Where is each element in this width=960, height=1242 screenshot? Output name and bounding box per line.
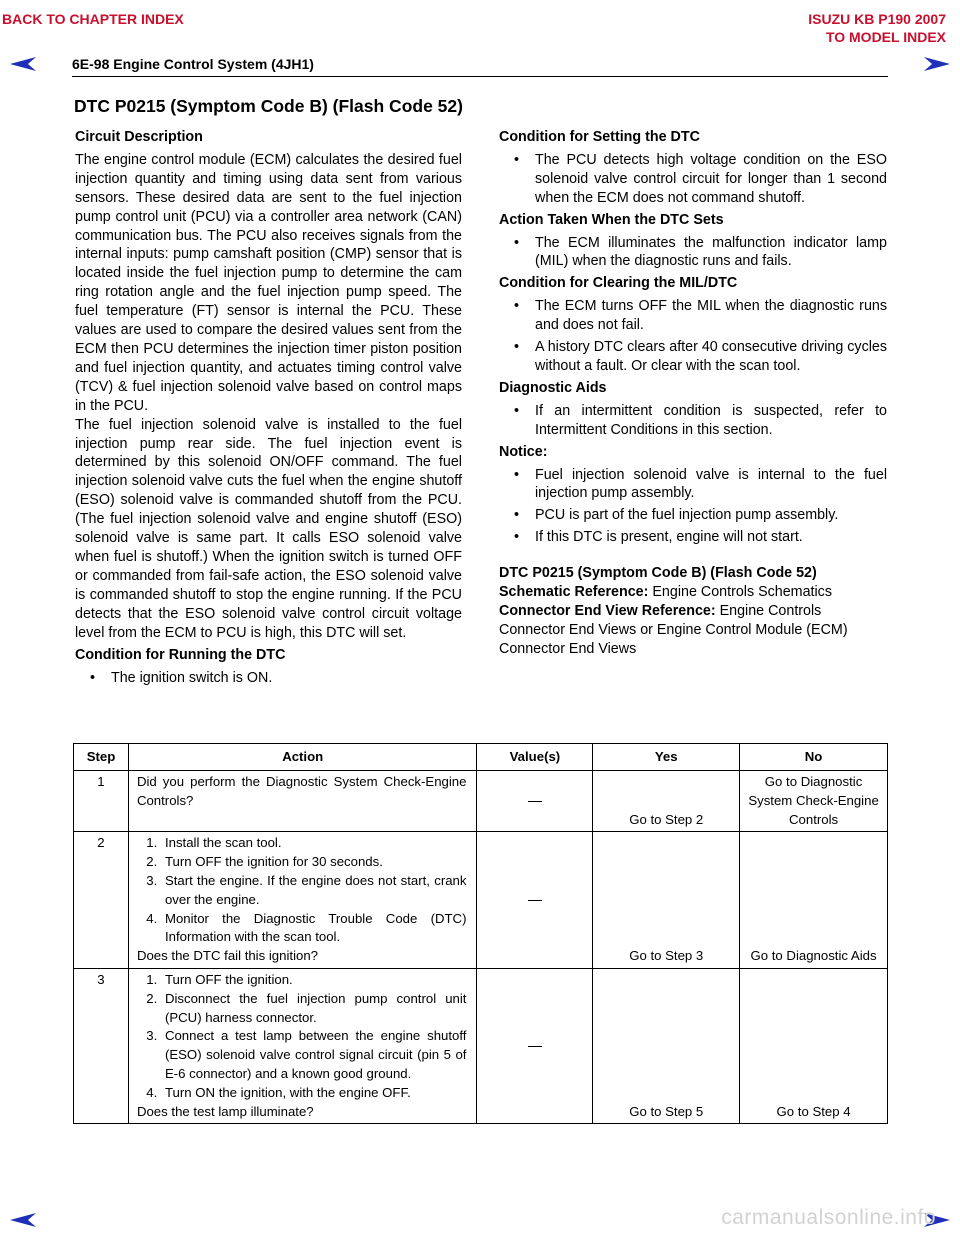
empty-value-dash — [528, 1046, 542, 1047]
action-steps-list — [137, 971, 467, 1103]
list-item: • If an intermittent condition is suspected, refer to Intermittent Conditions in this section. — [499, 402, 887, 440]
values-column-header: Value(s) — [477, 744, 593, 771]
list-item: 1. Turn OFF the ignition. — [161, 971, 467, 990]
circuit-description-paragraph-2: The fuel injection solenoid valve is installed to the fuel injection pump rear side. The fuel injection event is determined by this solenoid ON/OFF command. The fuel injection solenoid valve cuts the fuel when the engine shutoff (ESO) solenoid valve is commanded shutoff from the PCU. (The fuel injection solenoid valve and engine shutoff (ESO) solenoid valve is same part. It calls ESO solenoid valve when fuel is shutoff.) When the ignition switch is turned OFF or commanded from fail-safe action, the ESO solenoid valve is commanded shutoff to stop the engine running. If the PCU detects that the ESO solenoid valve control circuit voltage level from the ECM to PCU is high, this DTC will set. — [75, 416, 462, 641]
step-no[interactable]: Go to Diagnostic System Check-Engine Controls — [740, 771, 888, 832]
model-title-link[interactable]: ISUZU KB P190 2007 — [808, 11, 946, 27]
step-number: 2 — [74, 832, 129, 969]
yes-column-header: Yes — [593, 744, 740, 771]
previous-page-arrow-icon[interactable] — [10, 57, 36, 71]
no-column-header: No — [740, 744, 888, 771]
step-action — [128, 771, 477, 832]
action-steps-list — [137, 834, 467, 947]
diagnostic-aids-heading: Diagnostic Aids — [499, 379, 607, 396]
clearing-condition-heading: Condition for Clearing the MIL/DTC — [499, 275, 738, 292]
step-number: 3 — [74, 968, 129, 1123]
list-item: 2. Turn OFF the ignition for 30 seconds. — [161, 853, 467, 872]
header-divider — [72, 76, 888, 77]
table-header-row — [74, 744, 888, 771]
setting-condition-list — [499, 151, 887, 208]
step-number: 1 — [74, 771, 129, 832]
step-no[interactable]: Go to Step 4 — [740, 968, 888, 1123]
list-item: 3. Connect a test lamp between the engine shutoff (ESO) solenoid valve control signal circuit (pin 5 of E-6 connector) and a known good ground. — [161, 1027, 467, 1083]
list-item: • The ignition switch is ON. — [75, 669, 462, 688]
list-item: • If this DTC is present, engine will not start. — [499, 528, 887, 547]
setting-condition-heading: Condition for Setting the DTC — [499, 129, 700, 145]
list-item: • A history DTC clears after 40 consecutive driving cycles without a fault. Or clear with the scan tool. — [499, 338, 887, 376]
list-item: • The PCU detects high voltage condition on the ESO solenoid valve control circuit for longer than 1 second when the ECM does not command shutoff. — [499, 151, 887, 208]
step-yes[interactable]: Go to Step 3 — [593, 832, 740, 969]
step-action — [128, 968, 477, 1123]
page-header-title: 6E-98 Engine Control System (4JH1) — [72, 56, 314, 72]
circuit-description-heading: Circuit Description — [75, 129, 203, 145]
step-column-header: Step — [74, 744, 129, 771]
table-row — [74, 968, 888, 1123]
connector-reference-label: Connector End View Reference: — [499, 602, 716, 619]
connector-reference-link[interactable]: Engine Controls Connector End Views or Engine Control Module (ECM) Connector End Views — [499, 602, 848, 657]
clearing-condition-list — [499, 297, 887, 376]
step-value — [477, 832, 593, 969]
step-yes[interactable]: Go to Step 2 — [593, 771, 740, 832]
diagnostic-step-table — [73, 743, 888, 1124]
list-item: 1. Install the scan tool. — [161, 834, 467, 853]
step-yes[interactable]: Go to Step 5 — [593, 968, 740, 1123]
empty-value-dash — [528, 900, 542, 901]
left-column — [75, 128, 462, 691]
running-condition-list — [75, 669, 462, 688]
list-item: • Fuel injection solenoid valve is internal to the fuel injection pump assembly. — [499, 466, 887, 504]
schematic-reference-link[interactable]: Engine Controls Schematics — [648, 584, 832, 601]
empty-value-dash — [528, 801, 542, 802]
list-item: • The ECM turns OFF the MIL when the diagnostic runs and does not fail. — [499, 297, 887, 335]
list-item: 4. Monitor the Diagnostic Trouble Code (DTC) Information with the scan tool. — [161, 910, 467, 948]
running-condition-heading: Condition for Running the DTC — [75, 647, 286, 664]
schematic-reference — [499, 583, 887, 602]
table-row — [74, 771, 888, 832]
step-value — [477, 968, 593, 1123]
action-taken-heading: Action Taken When the DTC Sets — [499, 211, 724, 228]
schematic-reference-label: Schematic Reference: — [499, 584, 649, 601]
list-item: 3. Start the engine. If the engine does not start, crank over the engine. — [161, 872, 467, 910]
right-column — [499, 128, 887, 659]
next-page-arrow-icon[interactable] — [924, 57, 950, 71]
reference-title: DTC P0215 (Symptom Code B) (Flash Code 52) — [499, 565, 817, 582]
step-no[interactable]: Go to Diagnostic Aids — [740, 832, 888, 969]
connector-reference — [499, 602, 887, 659]
document-title: DTC P0215 (Symptom Code B) (Flash Code 52) — [74, 96, 463, 116]
action-question: Does the test lamp illuminate? — [136, 1103, 314, 1119]
step-value — [477, 771, 593, 832]
action-column-header: Action — [128, 744, 477, 771]
list-item: 2. Disconnect the fuel injection pump control unit (PCU) harness connector. — [161, 990, 467, 1028]
to-model-index-link[interactable]: TO MODEL INDEX — [825, 29, 946, 45]
list-item: 4. Turn ON the ignition, with the engine OFF. — [161, 1084, 467, 1103]
step-action — [128, 832, 477, 969]
notice-list — [499, 466, 887, 548]
list-item: • PCU is part of the fuel injection pump assembly. — [499, 506, 887, 525]
diagnostic-aids-list — [499, 402, 887, 440]
action-text: Did you perform the Diagnostic System Check-Engine Controls? — [136, 774, 467, 808]
watermark-text: carmanualsonline.info — [721, 1206, 936, 1229]
previous-page-arrow-bottom-icon[interactable] — [10, 1213, 36, 1227]
circuit-description-paragraph-1: The engine control module (ECM) calculates the desired fuel injection quantity and timing using data sent from various sensors. These desired data are sent to the fuel injection pump control unit (PCU) via a controller area network (CAN) communication bus. The PCU also receives signals from the internal inputs: pump camshaft position (CMP) sensor that is located inside the fuel injection pump to determine the cam ring rotation angle and the fuel injection pump speed. The fuel temperature (FT) sensor is internal the PCU. These values are used to compare the desired values sent from the ECM then PCU determines the injection timer piston position and fuel injection quantity, and actuates timing control valve (TCV) & fuel injection solenoid valve based on control maps in the PCU. — [75, 151, 462, 414]
table-row — [74, 832, 888, 969]
notice-heading: Notice: — [499, 443, 548, 460]
action-question: Does the DTC fail this ignition? — [136, 948, 318, 964]
list-item: • The ECM illuminates the malfunction indicator lamp (MIL) when the diagnostic runs and fails. — [499, 234, 887, 272]
back-to-chapter-index-link[interactable]: BACK TO CHAPTER INDEX — [2, 11, 184, 27]
action-taken-list — [499, 234, 887, 272]
